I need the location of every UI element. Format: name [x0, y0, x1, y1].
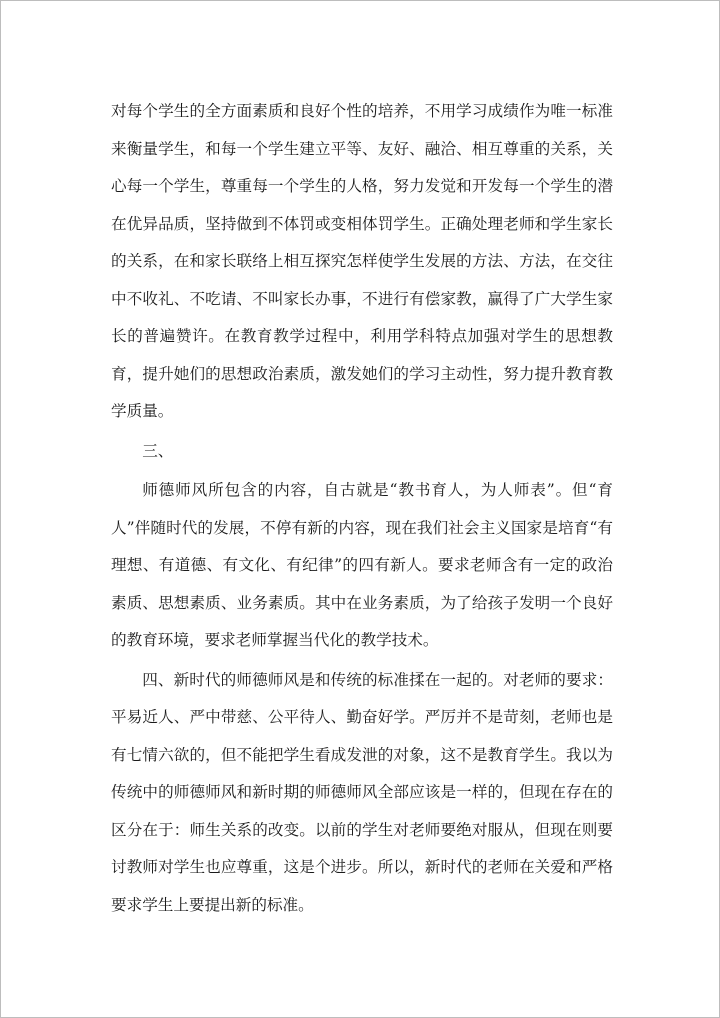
paragraph-teacher-ethics: 师德师风所包含的内容，自古就是“教书育人，为人师表”。但“育人”伴随时代的发展，不停有新的内容，现在我们社会主义国家是培育“有理想、有道德、有文化、有纪律”的四有新人。要求老师含有一定的政治素质、思想素质、业务素质。其中在业务素质，为了给孩子发明一个良好的教育环境，要求老师掌握当代化的教学技术。 — [111, 481, 613, 649]
paragraph-section-four: 四、新时代的师德师风是和传统的标准揉在一起的。对老师的要求：平易近人、严中带慈、公平待人、勤奋好学。严厉并不是苛刻，老师也是有七情六欲的，但不能把学生看成发泄的对象，这不是教育学生。我以为传统中的师德师风和新时期的师德师风全部应该是一样的，但现在存在的区分在于：师生关系的改变。以前的学生对老师要绝对服从，但现在则要讨教师对学生也应尊重，这是个进步。所以，新时代的老师在关爱和严格要求学生上要提出新的标准。 — [111, 670, 613, 914]
document-body — [111, 93, 613, 924]
section-heading-three: 三、 — [142, 441, 174, 460]
paragraph-continuation: 对每个学生的全方面素质和良好个性的培养，不用学习成绩作为唯一标准来衡量学生，和每一个学生建立平等、友好、融洽、相互尊重的关系，关心每一个学生，尊重每一个学生的人格，努力发觉和开发每一个学生的潜在优异品质，坚持做到不体罚或变相体罚学生。正确处理老师和学生家长的关系，在和家长联络上相互探究怎样使学生发展的方法、方法，在交往中不收礼、不吃请、不叫家长办事，不进行有偿家教，赢得了广大学生家长的普遍赞许。在教育教学过程中，利用学科特点加强对学生的思想教育，提升她们的思想政治素质，激发她们的学习主动性，努力提升教育教学质量。 — [111, 102, 613, 420]
